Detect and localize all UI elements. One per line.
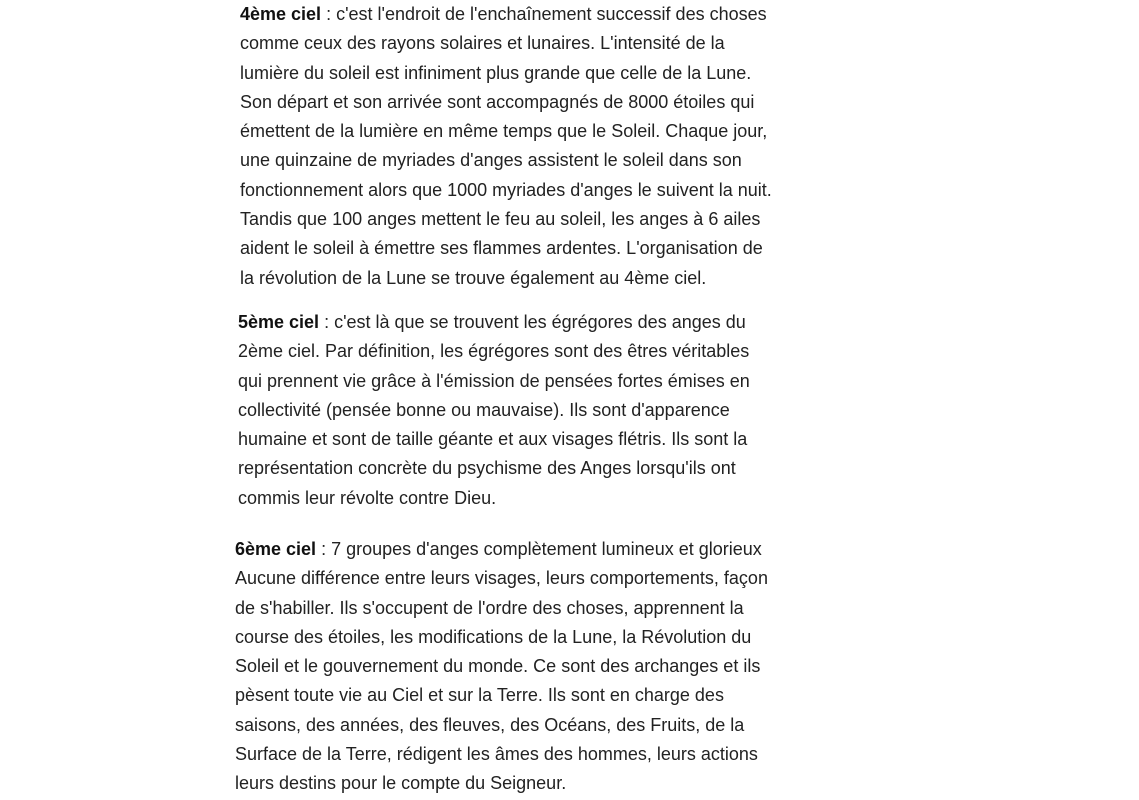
text-line — [235, 535, 805, 564]
text-line — [240, 0, 772, 29]
text-line: Soleil et le gouvernement du monde. Ce sont des archanges et ils — [235, 656, 761, 677]
section-4eme-ciel — [240, 0, 772, 293]
section-heading: 4ème ciel — [240, 4, 322, 24]
text-segment: : 7 groupes d'anges complètement lumineux et glorieux — [316, 539, 762, 559]
text-line: saisons, des années, des fleuves, des Océans, des Fruits, de la — [235, 714, 745, 735]
text-line: pèsent toute vie au Ciel et sur la Terre. Ils sont en charge des — [235, 685, 724, 706]
text-segment: : c'est là que se trouvent les égrégores des anges du — [319, 312, 746, 332]
text-line: une quinzaine de myriades d'anges assistent le soleil dans son — [240, 150, 742, 171]
text-line: 2ème ciel. Par définition, les égrégores sont des êtres véritables — [238, 341, 750, 362]
text-line: fonctionnement alors que 1000 myriades d'anges le suivent la nuit. — [240, 179, 772, 200]
section-6eme-ciel — [235, 535, 805, 799]
text-line: humaine et sont de taille géante et aux visages flétris. Ils sont la — [238, 429, 748, 450]
section-heading: 6ème ciel — [235, 539, 317, 559]
text-line: course des étoiles, les modifications de la Lune, la Révolution du — [235, 626, 752, 647]
text-line: comme ceux des rayons solaires et lunaires. L'intensité de la — [240, 33, 725, 54]
text-line: la révolution de la Lune se trouve également au 4ème ciel. — [240, 267, 707, 288]
section-heading: 5ème ciel — [238, 312, 320, 332]
text-line: représentation concrète du psychisme des Anges lorsqu'ils ont — [238, 458, 736, 479]
text-line: de s'habiller. Ils s'occupent de l'ordre des choses, apprennent la — [235, 597, 744, 618]
text-line: leurs destins pour le compte du Seigneur. — [235, 773, 567, 794]
text-line: émettent de la lumière en même temps que le Soleil. Chaque jour, — [240, 121, 768, 142]
text-line: Tandis que 100 anges mettent le feu au soleil, les anges à 6 ailes — [240, 209, 761, 230]
text-line: qui prennent vie grâce à l'émission de pensées fortes émises en — [238, 370, 750, 391]
text-line: collectivité (pensée bonne ou mauvaise). Ils sont d'apparence — [238, 399, 730, 420]
text-segment: : c'est l'endroit de l'enchaînement successif des choses — [321, 4, 767, 24]
text-line: Aucune différence entre leurs visages, leurs comportements, façon — [235, 568, 768, 589]
text-line — [238, 308, 750, 337]
text-line: lumière du soleil est infiniment plus grande que celle de la Lune. — [240, 62, 752, 83]
text-line: commis leur révolte contre Dieu. — [238, 487, 497, 508]
section-5eme-ciel — [238, 308, 750, 513]
text-line: aident le soleil à émettre ses flammes ardentes. L'organisation de — [240, 238, 763, 259]
text-line: Surface de la Terre, rédigent les âmes des hommes, leurs actions — [235, 744, 758, 765]
text-line: Son départ et son arrivée sont accompagnés de 8000 étoiles qui — [240, 91, 755, 112]
